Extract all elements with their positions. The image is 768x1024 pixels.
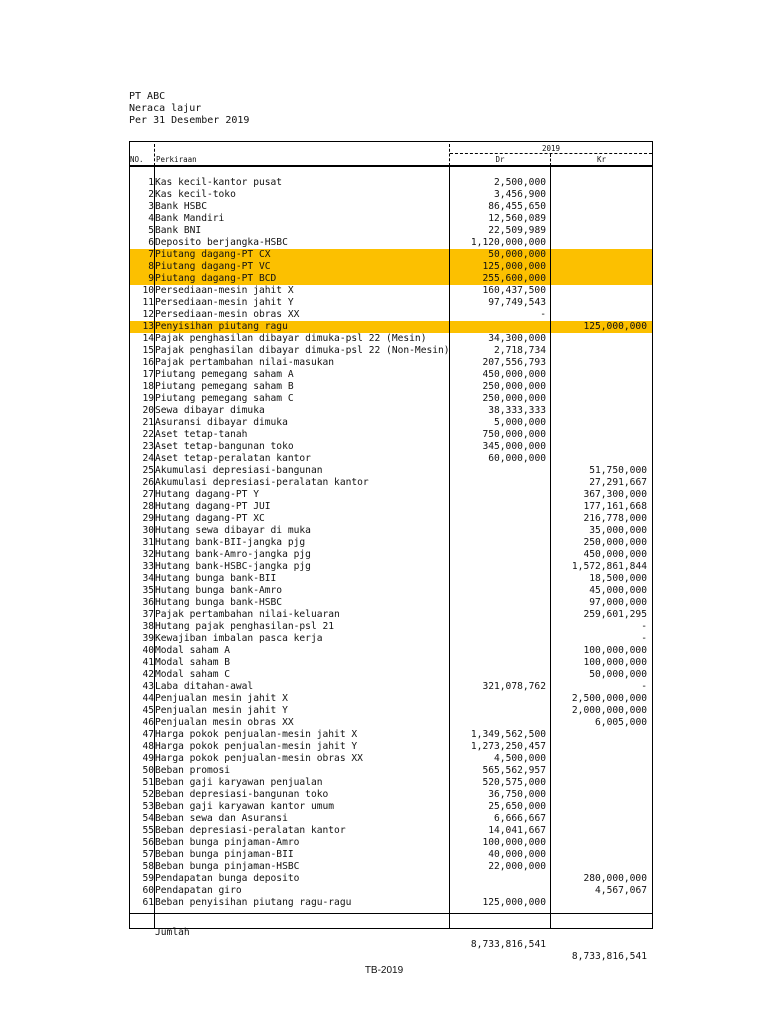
account-name: Beban penyisihan piutang ragu-ragu xyxy=(155,897,352,908)
table-row xyxy=(130,873,652,885)
table-row xyxy=(130,861,652,873)
header-divider-no xyxy=(154,144,155,166)
account-name: Harga pokok penjualan-mesin jahit X xyxy=(155,729,358,740)
row-number: 53 xyxy=(142,801,154,812)
table-row xyxy=(130,261,652,273)
credit-value: 18,500,000 xyxy=(589,573,647,584)
debit-value: 3,456,900 xyxy=(494,189,546,200)
account-name: Bank BNI xyxy=(155,225,202,236)
row-number: 48 xyxy=(142,741,154,752)
total-dr: 8,733,816,541 xyxy=(470,939,546,950)
table-row xyxy=(130,585,652,597)
table-row xyxy=(130,693,652,705)
debit-value: 345,000,000 xyxy=(482,441,546,452)
credit-value: 51,750,000 xyxy=(589,465,647,476)
row-number: 16 xyxy=(142,357,154,368)
column-header-no: NO. xyxy=(130,155,144,164)
debit-value: 25,650,000 xyxy=(488,801,546,812)
table-row xyxy=(130,633,652,645)
account-name: Hutang bank-HSBC-jangka pjg xyxy=(155,561,311,572)
debit-value: 14,041,667 xyxy=(488,825,546,836)
company-name: PT ABC xyxy=(129,91,166,102)
row-number: 4 xyxy=(148,213,154,224)
table-row xyxy=(130,249,652,261)
account-name: Hutang bank-Amro-jangka pjg xyxy=(155,549,311,560)
column-header-kr: Kr xyxy=(596,155,607,164)
table-row xyxy=(130,429,652,441)
total-row xyxy=(130,915,652,962)
account-name: Pendapatan giro xyxy=(155,885,242,896)
table-row xyxy=(130,501,652,513)
row-number: 46 xyxy=(142,717,154,728)
debit-value: 450,000,000 xyxy=(482,369,546,380)
table-row xyxy=(130,513,652,525)
row-number: 10 xyxy=(142,285,154,296)
credit-value: 2,000,000,000 xyxy=(571,705,647,716)
account-name: Hutang sewa dibayar di muka xyxy=(155,525,311,536)
credit-value: 1,572,861,844 xyxy=(571,561,647,572)
account-name: Harga pokok penjualan-mesin obras XX xyxy=(155,753,363,764)
row-number: 21 xyxy=(142,417,154,428)
row-number: 43 xyxy=(142,681,154,692)
account-name: Hutang bank-BII-jangka pjg xyxy=(155,537,306,548)
table-row xyxy=(130,789,652,801)
table-row xyxy=(130,657,652,669)
row-number: 32 xyxy=(142,549,154,560)
debit-value: 565,562,957 xyxy=(482,765,546,776)
debit-value: 160,437,500 xyxy=(482,285,546,296)
row-number: 17 xyxy=(142,369,154,380)
table-row xyxy=(130,225,652,237)
table-row xyxy=(130,729,652,741)
table-row xyxy=(130,285,652,297)
table-row xyxy=(130,621,652,633)
debit-value: 2,718,734 xyxy=(494,345,546,356)
credit-value: 280,000,000 xyxy=(583,873,647,884)
row-number: 28 xyxy=(142,501,154,512)
row-number: 7 xyxy=(148,249,154,260)
account-name: Piutang pemegang saham B xyxy=(155,381,294,392)
table-row xyxy=(130,393,652,405)
table-row xyxy=(130,189,652,201)
credit-value: 35,000,000 xyxy=(589,525,647,536)
account-name: Beban sewa dan Asuransi xyxy=(155,813,288,824)
account-name: Penjualan mesin jahit X xyxy=(155,693,288,704)
credit-value: 250,000,000 xyxy=(583,537,647,548)
table-row xyxy=(130,477,652,489)
row-number: 18 xyxy=(142,381,154,392)
account-name: Piutang dagang-PT VC xyxy=(155,261,271,272)
debit-value: 60,000,000 xyxy=(488,453,546,464)
account-name: Beban promosi xyxy=(155,765,231,776)
row-number: 40 xyxy=(142,645,154,656)
table-row xyxy=(130,813,652,825)
row-number: 39 xyxy=(142,633,154,644)
row-number: 49 xyxy=(142,753,154,764)
row-number: 26 xyxy=(142,477,154,488)
column-header-dr: Dr xyxy=(495,155,505,164)
row-number: 55 xyxy=(142,825,154,836)
row-number: 56 xyxy=(142,837,154,848)
account-name: Pajak pertambahan nilai-masukan xyxy=(155,357,335,368)
table-row xyxy=(130,573,652,585)
table-row xyxy=(130,681,652,693)
row-number: 57 xyxy=(142,849,154,860)
debit-value: 34,300,000 xyxy=(488,333,546,344)
account-name: Pajak penghasilan dibayar dimuka-psl 22 (Mesin) xyxy=(155,333,427,344)
account-name: Penjualan mesin obras XX xyxy=(155,717,294,728)
year-underline xyxy=(450,153,652,154)
row-number: 36 xyxy=(142,597,154,608)
column-header-account: Perkiraan xyxy=(156,155,197,164)
row-number: 38 xyxy=(142,621,154,632)
table-row xyxy=(130,213,652,225)
credit-value: 4,567,067 xyxy=(595,885,647,896)
row-number: 33 xyxy=(142,561,154,572)
row-number: 59 xyxy=(142,873,154,884)
row-number: 19 xyxy=(142,393,154,404)
account-name: Bank HSBC xyxy=(155,201,207,212)
table-row xyxy=(130,597,652,609)
credit-value: - xyxy=(641,621,647,632)
account-name: Penjualan mesin jahit Y xyxy=(155,705,288,716)
row-number: 44 xyxy=(142,693,154,704)
report-title: Neraca lajur xyxy=(129,103,202,114)
account-name: Piutang pemegang saham C xyxy=(155,393,294,404)
credit-value: 367,300,000 xyxy=(583,489,647,500)
rule-no-column xyxy=(154,167,155,928)
table-row xyxy=(130,333,652,345)
table-row xyxy=(130,645,652,657)
table-row xyxy=(130,357,652,369)
debit-value: 255,600,000 xyxy=(482,273,546,284)
table-row xyxy=(130,321,652,333)
debit-value: 22,000,000 xyxy=(488,861,546,872)
credit-value: 177,161,668 xyxy=(583,501,647,512)
table-row xyxy=(130,777,652,789)
row-number: 35 xyxy=(142,585,154,596)
table-row xyxy=(130,801,652,813)
row-number: 30 xyxy=(142,525,154,536)
debit-value: 520,575,000 xyxy=(482,777,546,788)
table-row xyxy=(130,837,652,849)
table-row xyxy=(130,885,652,897)
table-row xyxy=(130,609,652,621)
table-row xyxy=(130,537,652,549)
account-name: Beban bunga pinjaman-BII xyxy=(155,849,294,860)
table-row xyxy=(130,525,652,537)
account-name: Pajak pertambahan nilai-keluaran xyxy=(155,609,340,620)
table-row xyxy=(130,201,652,213)
account-name: Kas kecil-kantor pusat xyxy=(155,177,283,188)
account-name: Kas kecil-toko xyxy=(155,189,236,200)
credit-value: - xyxy=(641,633,647,644)
row-number: 42 xyxy=(142,669,154,680)
account-name: Modal saham B xyxy=(155,657,231,668)
account-name: Akumulasi depresiasi-peralatan kantor xyxy=(155,477,369,488)
account-name: Beban bunga pinjaman-HSBC xyxy=(155,861,300,872)
account-name: Hutang dagang-PT Y xyxy=(155,489,259,500)
header-divider-right xyxy=(652,144,653,166)
table-row xyxy=(130,825,652,837)
debit-value: 2,500,000 xyxy=(494,177,546,188)
table-row xyxy=(130,273,652,285)
row-number: 11 xyxy=(142,297,154,308)
table-row xyxy=(130,309,652,321)
account-name: Kewajiban imbalan pasca kerja xyxy=(155,633,323,644)
table-row xyxy=(130,441,652,453)
credit-value: 450,000,000 xyxy=(583,549,647,560)
credit-value: 125,000,000 xyxy=(583,321,647,332)
table-row xyxy=(130,669,652,681)
row-number: 1 xyxy=(148,177,154,188)
row-number: 41 xyxy=(142,657,154,668)
account-name: Beban depresiasi-bangunan toko xyxy=(155,789,329,800)
account-name: Hutang pajak penghasilan-psl 21 xyxy=(155,621,335,632)
row-number: 3 xyxy=(148,201,154,212)
debit-value: 40,000,000 xyxy=(488,849,546,860)
row-number: 29 xyxy=(142,513,154,524)
account-name: Beban gaji karyawan penjualan xyxy=(155,777,323,788)
row-number: 51 xyxy=(142,777,154,788)
account-name: Aset tetap-tanah xyxy=(155,429,248,440)
table-row xyxy=(130,561,652,573)
row-number: 27 xyxy=(142,489,154,500)
debit-value: - xyxy=(540,309,546,320)
account-name: Bank Mandiri xyxy=(155,213,225,224)
account-name: Beban bunga pinjaman-Amro xyxy=(155,837,300,848)
account-name: Hutang dagang-PT XC xyxy=(155,513,265,524)
row-number: 6 xyxy=(148,237,154,248)
debit-value: 6,666,667 xyxy=(494,813,546,824)
row-number: 20 xyxy=(142,405,154,416)
row-number: 5 xyxy=(148,225,154,236)
table-row xyxy=(130,417,652,429)
row-number: 14 xyxy=(142,333,154,344)
debit-value: 97,749,543 xyxy=(488,297,546,308)
debit-value: 250,000,000 xyxy=(482,393,546,404)
credit-value: 45,000,000 xyxy=(589,585,647,596)
account-name: Deposito berjangka-HSBC xyxy=(155,237,288,248)
debit-value: 5,000,000 xyxy=(494,417,546,428)
sheet-footer-label: TB-2019 xyxy=(364,965,404,976)
total-label: Jumlah xyxy=(155,927,190,938)
credit-value: - xyxy=(641,681,647,692)
row-number: 13 xyxy=(142,321,154,332)
credit-value: 100,000,000 xyxy=(583,657,647,668)
account-name: Persediaan-mesin obras XX xyxy=(155,309,300,320)
debit-value: 50,000,000 xyxy=(488,249,546,260)
total-kr: 8,733,816,541 xyxy=(571,951,647,962)
table-row xyxy=(130,753,652,765)
credit-value: 27,291,667 xyxy=(589,477,647,488)
account-name: Hutang bunga bank-BII xyxy=(155,573,277,584)
credit-value: 6,005,000 xyxy=(595,717,647,728)
debit-value: 1,349,562,500 xyxy=(470,729,546,740)
debit-value: 1,273,250,457 xyxy=(470,741,546,752)
rule-dr-kr xyxy=(550,167,551,928)
account-name: Laba ditahan-awal xyxy=(155,681,254,692)
debit-value: 750,000,000 xyxy=(482,429,546,440)
year-label: 2019 xyxy=(541,144,561,153)
credit-value: 216,778,000 xyxy=(583,513,647,524)
account-name: Pendapatan bunga deposito xyxy=(155,873,300,884)
account-name: Beban depresiasi-peralatan kantor xyxy=(155,825,346,836)
account-name: Harga pokok penjualan-mesin jahit Y xyxy=(155,741,358,752)
account-name: Asuransi dibayar dimuka xyxy=(155,417,288,428)
row-number: 47 xyxy=(142,729,154,740)
debit-value: 22,509,989 xyxy=(488,225,546,236)
total-top-rule xyxy=(130,913,652,914)
debit-value: 321,078,762 xyxy=(482,681,546,692)
account-name: Beban gaji karyawan kantor umum xyxy=(155,801,335,812)
account-name: Akumulasi depresiasi-bangunan xyxy=(155,465,323,476)
row-number: 2 xyxy=(148,189,154,200)
debit-value: 36,750,000 xyxy=(488,789,546,800)
debit-value: 250,000,000 xyxy=(482,381,546,392)
row-number: 22 xyxy=(142,429,154,440)
table-row xyxy=(130,405,652,417)
debit-value: 125,000,000 xyxy=(482,261,546,272)
row-number: 23 xyxy=(142,441,154,452)
table-row xyxy=(130,177,652,189)
table-row xyxy=(130,453,652,465)
credit-value: 97,000,000 xyxy=(589,597,647,608)
row-number: 31 xyxy=(142,537,154,548)
table-row xyxy=(130,741,652,753)
account-name: Aset tetap-peralatan kantor xyxy=(155,453,311,464)
debit-value: 38,333,333 xyxy=(488,405,546,416)
debit-value: 12,560,089 xyxy=(488,213,546,224)
report-period: Per 31 Desember 2019 xyxy=(129,115,250,126)
table-row xyxy=(130,489,652,501)
account-name: Hutang bunga bank-Amro xyxy=(155,585,283,596)
table-row xyxy=(130,297,652,309)
table-row xyxy=(130,345,652,357)
debit-value: 86,455,650 xyxy=(488,201,546,212)
table-row xyxy=(130,849,652,861)
debit-value: 207,556,793 xyxy=(482,357,546,368)
table-row xyxy=(130,717,652,729)
table-row xyxy=(130,381,652,393)
debit-value: 125,000,000 xyxy=(482,897,546,908)
row-number: 50 xyxy=(142,765,154,776)
row-number: 45 xyxy=(142,705,154,716)
account-name: Persediaan-mesin jahit X xyxy=(155,285,294,296)
account-name: Modal saham A xyxy=(155,645,231,656)
account-name: Penyisihan piutang ragu xyxy=(155,321,288,332)
row-number: 60 xyxy=(142,885,154,896)
account-name: Hutang dagang-PT JUI xyxy=(155,501,271,512)
row-number: 8 xyxy=(148,261,154,272)
row-number: 58 xyxy=(142,861,154,872)
row-number: 9 xyxy=(148,273,154,284)
rule-dr-left xyxy=(449,167,450,928)
row-number: 15 xyxy=(142,345,154,356)
header-bottom-rule xyxy=(130,165,652,167)
row-number: 34 xyxy=(142,573,154,584)
account-name: Pajak penghasilan dibayar dimuka-psl 22 (Non-Mesin) xyxy=(155,345,450,356)
table-row xyxy=(130,465,652,477)
account-name: Piutang dagang-PT BCD xyxy=(155,273,277,284)
account-name: Piutang pemegang saham A xyxy=(155,369,294,380)
table-row xyxy=(130,369,652,381)
row-number: 52 xyxy=(142,789,154,800)
table-row xyxy=(130,705,652,717)
table-row xyxy=(130,897,652,909)
account-name: Sewa dibayar dimuka xyxy=(155,405,265,416)
debit-value: 4,500,000 xyxy=(494,753,546,764)
credit-value: 100,000,000 xyxy=(583,645,647,656)
row-number: 25 xyxy=(142,465,154,476)
account-name: Modal saham C xyxy=(155,669,231,680)
account-name: Hutang bunga bank-HSBC xyxy=(155,597,283,608)
trial-balance-table xyxy=(129,141,653,962)
account-name: Piutang dagang-PT CX xyxy=(155,249,271,260)
row-number: 37 xyxy=(142,609,154,620)
table-row xyxy=(130,549,652,561)
row-number: 12 xyxy=(142,309,154,320)
debit-value: 100,000,000 xyxy=(482,837,546,848)
credit-value: 259,601,295 xyxy=(583,609,647,620)
credit-value: 50,000,000 xyxy=(589,669,647,680)
account-name: Persediaan-mesin jahit Y xyxy=(155,297,294,308)
row-number: 24 xyxy=(142,453,154,464)
table-row xyxy=(130,765,652,777)
row-number: 61 xyxy=(142,897,154,908)
credit-value: 2,500,000,000 xyxy=(571,693,647,704)
debit-value: 1,120,000,000 xyxy=(470,237,546,248)
account-name: Aset tetap-bangunan toko xyxy=(155,441,294,452)
table-row xyxy=(130,237,652,249)
row-number: 54 xyxy=(142,813,154,824)
